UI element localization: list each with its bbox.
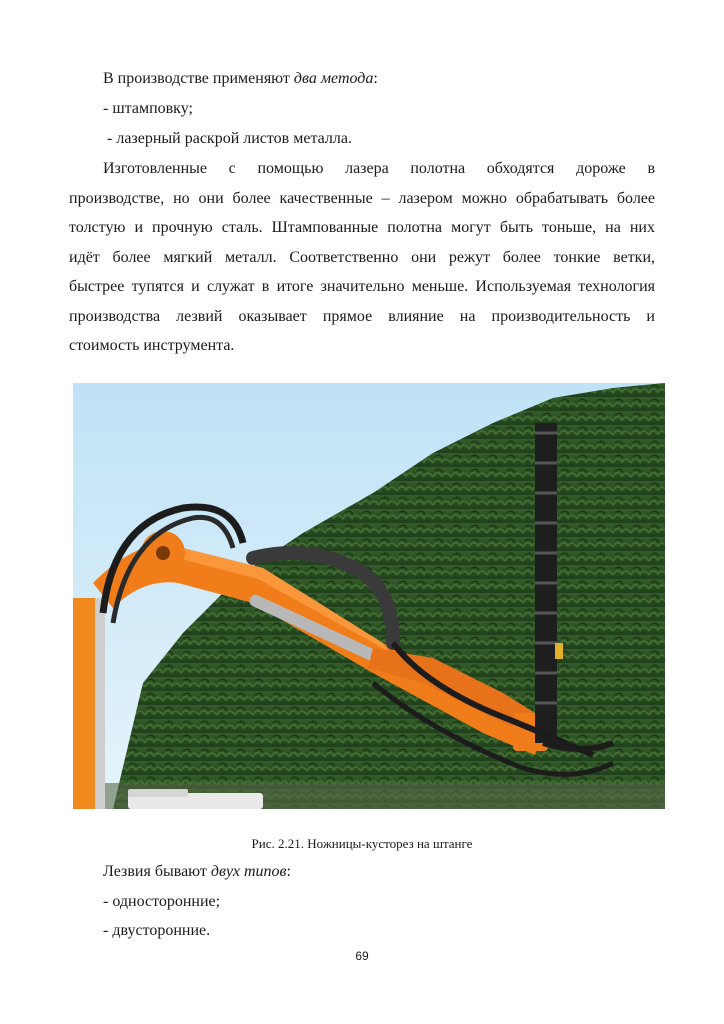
blades-line — [103, 862, 291, 882]
paragraph-line: толстую и прочную сталь. Штампованные полотна могут быть тоньше, на них — [69, 219, 655, 236]
paragraph-line: производстве, но они более качественные – лазером можно обрабатывать более — [69, 190, 655, 207]
figure-caption: Рис. 2.21. Ножницы-кусторез на штанге — [251, 836, 473, 851]
blade-type-item: - двусторонние. — [103, 922, 211, 939]
paragraph-line: идёт более мягкий металл. Соответственно они режут более тонкие ветки, — [69, 249, 655, 266]
blade-type-item: - односторонние; — [103, 893, 221, 910]
paragraph-line: быстрее тупятся и служат в итоге значительно меньше. Используемая технология — [69, 278, 655, 295]
paragraph-line: Изготовленные с помощью лазера полотна обходятся дороже в — [103, 160, 655, 177]
intro-text: В производстве применяют — [103, 70, 294, 87]
paragraph-line: производства лезвий оказывает прямое влияние на производительность и — [69, 308, 655, 325]
hedge-trimmer-photo — [73, 383, 665, 809]
blades-emphasis: двух типов — [210, 863, 287, 880]
method-list-item: - штамповку; — [103, 100, 193, 117]
page-number: 69 — [355, 949, 369, 963]
blades-text: Лезвия бывают — [103, 863, 211, 880]
intro-colon: : — [373, 70, 378, 87]
method-list-item: - лазерный раскрой листов металла. — [103, 130, 352, 147]
intro-emphasis: два метода — [293, 70, 374, 87]
blades-colon: : — [286, 863, 291, 880]
intro-line — [103, 69, 378, 89]
paragraph-line: стоимость инструмента. — [69, 337, 235, 354]
